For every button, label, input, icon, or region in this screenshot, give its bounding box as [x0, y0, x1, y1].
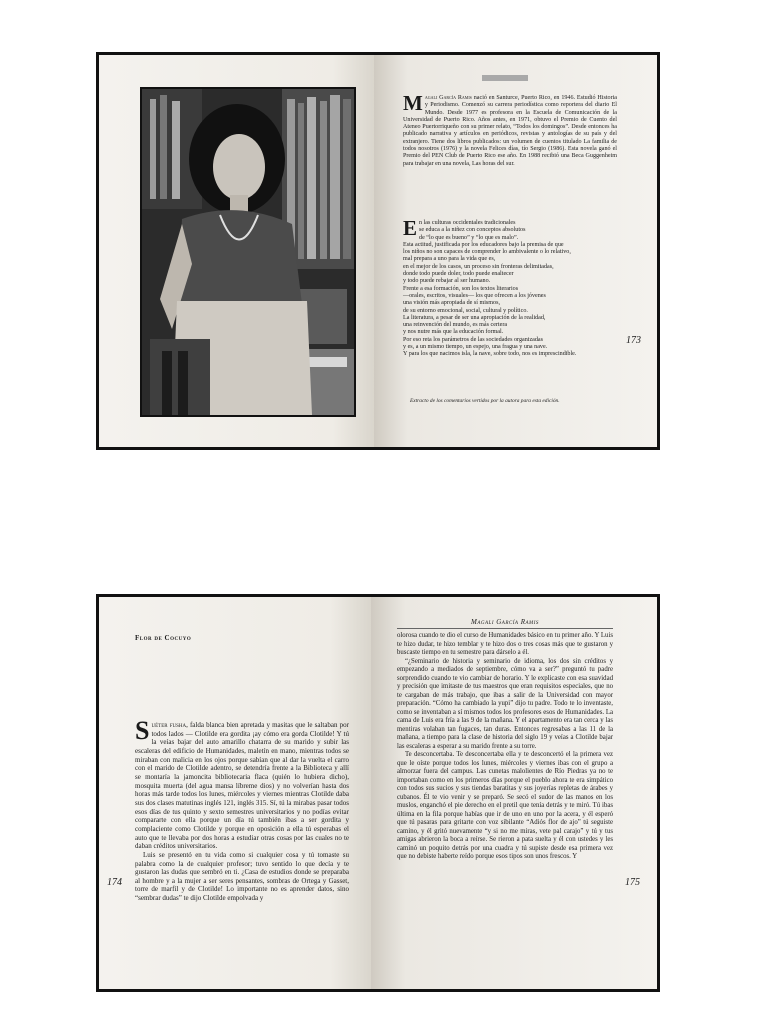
story-text-right	[397, 632, 613, 862]
scan-bottom	[96, 594, 660, 992]
bio-author-name: agali García Ramis	[424, 95, 472, 101]
decorative-bar	[482, 75, 528, 81]
author-bio	[403, 91, 617, 168]
story-first-words: uéter fusha,	[151, 721, 188, 729]
story-dropcap: S	[135, 716, 150, 745]
page-number-175: 175	[625, 877, 640, 888]
author-statement	[403, 216, 623, 359]
statement-line: una visión más apropiada de sí mismos,	[403, 300, 500, 307]
statement-line: se educa a la niñez con conceptos absolutos	[419, 227, 526, 234]
page-left-top	[99, 55, 374, 447]
story-paragraph: falda blanca bien apretada y masitas que le saltaban por todos lados — Clotilde era gordita ¡ay cómo era gorda Clotilde! Y tú la veías bajar del auto amarillo chatarra de su marido y subir las escaleras del edificio de Humanidades, maletín en mano, mientras todos se miraban con malicia en los ojos porque sabían que al dar la vuelta el carro con el marido de Clotilde adentro, se detendría frente a la Biblioteca y allí se montaría la jamoncita bibliotecaria flaca (quién lo hubiera dicho), mosquita muerta (del agua mansa líbreme dios) y no volverían hasta dos horas más tarde todos los lunes, miércoles y viernes mientras Clotilde daba sus dos clases matutinas inglés 121, inglés 315. Sí, tú la mirabas pasar todos esos días de tus quinto y sexto semestres universitarios y no podías evitar compararte con ella porque un día tú también ibas a ser gordita y complaciente como Clotilde y porque en oposición a ella tú esperabas el auto que te llevaba por dos horas a estudiar otras cosas por las cuales no te daban créditos universitarios.	[135, 721, 349, 851]
statement-line: los niños no son capaces de comprender lo ambivalente o lo relativo,	[403, 249, 571, 256]
story-paragraph: Luis se presentó en tu vida como si cualquier cosa y tú tomaste su palabra como la de cualquier profesor; tuvo sentido lo que decía y te gustaron las dudas que sembró en ti. ¿Casa de estudios donde se preparaba al hombre y a la mujer a ser seres pensantes, sombras de Ortega y Gasset, torre de marfil y de Clotilde! Lo importante no es aprender datos, sino “sembrar dudas” te dijo Clotilde empolvada y	[135, 850, 349, 903]
statement-line: Por eso reta los parámetros de las sociedades organizadas	[403, 336, 543, 343]
header-rule	[397, 628, 613, 629]
statement-dropcap: E	[403, 216, 418, 240]
statement-line: mal prepara a uno para la vida que es,	[403, 256, 496, 263]
statement-line: de su entorno emocional, social, cultural y político.	[403, 307, 528, 314]
statement-line: una reinvención del mundo, es más certera	[403, 322, 508, 329]
statement-line: n las culturas occidentales tradicionales	[419, 220, 516, 226]
statement-line: donde todo puede doler, todo puede enaltecer	[403, 271, 514, 278]
running-head-title: Flor de Cocuyo	[135, 634, 192, 642]
statement-line: La literatura, a pesar de ser una apropiación de la realidad,	[403, 314, 546, 321]
statement-line: y nos nutre más que la educación formal.	[403, 329, 504, 336]
statement-line: y es, a un mismo tiempo, un espejo, una fragua y una nave.	[403, 344, 548, 351]
page-right-bottom	[371, 597, 657, 989]
story-paragraph: “¿Seminario de historia y seminario de idioma, los dos sin créditos y empezando a mediados de septiembre, cómo va a ser?” preguntó tu padre sorprendido cuando te vio cambiar de horario. Y le explicaste con esa suavidad y precisión que imitaste de tus maestros que eran requisitos especiales, que no te cargaban de más trabajo, que ibas a salir de la Universidad con mayor preparación. “Cómo ha cambiado la yupi” dijo tu padre. Todo te lo inventaste, como se inventaban a sí mismos todos los profesores esos de Humanidades. La cama de Luis era fría a las 9 de la mañana. Y el apartamento era tan cerca y las mentiras volaban tan fugaces, tan duras. Entonces regresabas a las 11 de la mañana, a tiempo para la clase de historia del siglo 19 y veías a Clotilde bajar las escaleras a esperar a su marido frente a su torre.	[397, 657, 613, 750]
bio-text: nació en Santurce, Puerto Rico, en 1946. Estudió Historia y Periodismo. Comenzó su carrera periodística como reportera del diario El Mundo. Desde 1977 es profesora en la Escuela de Comunicación de la Universidad de Puerto Rico. Años antes, en 1971, obtuvo el Premio de Cuento del Ateneo Puertorriqueño con su primer relato, “Todos los domingos”. Desde entonces ha publicado narrativa y artículos en periódicos, revistas y antologías de su país y del extranjero. Tiene dos libros publicados: un volumen de cuentos titulado La familia de todos nosotros (1976) y la novela Felices días, tío Sergio (1986). Esta novela ganó el Premio del PEN Club de Puerto Rico ese año. En 1988 recibió una Beca Guggenheim para trabajar en una novela, Las horas del sur.	[403, 95, 617, 167]
statement-line: y todo puede rebajar al ser humano.	[403, 278, 491, 285]
scan-top	[96, 52, 660, 450]
story-text-left	[135, 716, 349, 903]
page-number-174: 174	[107, 877, 122, 888]
statement-line: Y para los que nacimos isla, la nave, sobre todo, nos es imprescindible.	[403, 351, 577, 358]
story-paragraph: olorosa cuando te dio el curso de Humanidades básico en tu primer año. Y Luis te hizo dudar, te hizo temblar y te hizo dos o tres cosas más que te gustaron y buscaste tiempo en tu semestre para dárselo a él.	[397, 632, 613, 656]
bio-dropcap: M	[403, 91, 423, 115]
page-left-bottom	[99, 597, 371, 989]
statement-line: Frente a esa formación, son los textos literarios	[403, 285, 519, 292]
story-paragraph: Te desconcertaba. Te desconcertaba ella y te desconcertó el la primera vez que le oíste porque todos los lunes, miércoles y viernes ibas con el grupo a almorzar fuera del campus. Las cunetas malolientes de Río Piedras ya no te importaban como en los primeros días porque el pueblo ahora te era simpático con todos sus sucios y sus tiendas baratitas y sus joyerías repletas de árabes y cubanos. Él te vio venir y se preparó. Se secó el sudor de las manos en los muslos, enganchó el pie derecho en el pretil que tenía detrás y te miró. Tú ibas última en la fila porque habías que ir de uno en uno por la acera, y él esperó que tú pasaras para gritarte con voz sibilante “Adiós flor de ajo” tú seguiste camino, y él gritó nuevamente “y si no me miras, vete pal carajo” y tú y tus amigas abrieron la boca a reírse. Se rieron a pata suelta y él con ustedes y les caminó un poquito detrás por una cuadra y tú supiste desde esa primera vez que no debiste haberte reído porque esos tipos son unos frescos. Y	[397, 751, 613, 860]
running-head-author: Magali García Ramis	[471, 618, 539, 626]
author-portrait-image	[142, 89, 354, 415]
page-right-top	[374, 55, 657, 447]
statement-line: Esta actitud, justificada por los educadores bajo la premisa de que	[403, 241, 564, 248]
statement-lines	[403, 216, 623, 359]
page-number-173: 173	[626, 335, 641, 346]
statement-line: —orales, escritos, visuales— los que ofrecen a los jóvenes	[403, 292, 546, 299]
author-photo	[140, 87, 356, 417]
statement-caption: Extracto de los comentarios vertidos por la autora para esta edición.	[410, 398, 560, 404]
statement-line: en el mejor de los casos, un proceso sin fronteras delimitadas,	[403, 263, 554, 270]
statement-line: de “lo que es bueno” y “lo que es malo”.	[419, 234, 519, 241]
